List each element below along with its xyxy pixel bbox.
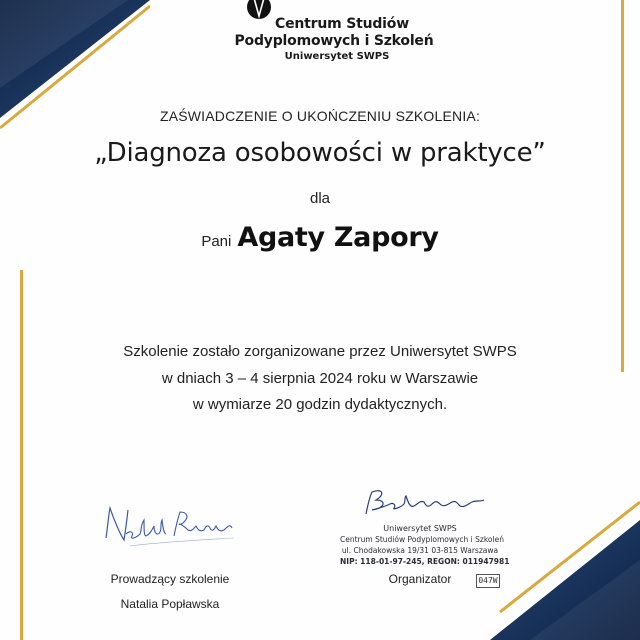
instructor-name: Natalia Popławska — [120, 597, 220, 611]
certificate-heading: ZAŚWIADCZENIE O UKOŃCZENIU SZKOLENIA: — [159, 108, 481, 124]
stamp-line-3: ul. Chodakowska 19/31 03-815 Warszawa — [341, 546, 499, 555]
document-code: 047W — [476, 574, 500, 588]
course-title: „Diagnoza osobowości w praktyce” — [94, 138, 546, 168]
logo-line-1: Centrum Studiów — [275, 16, 409, 32]
gold-border-left — [20, 270, 23, 640]
logo-subtitle: Uniwersytet SWPS — [284, 51, 390, 62]
corner-decoration-bottom-right — [490, 500, 640, 640]
instructor-role-label: Prowadzący szkolenie — [110, 572, 230, 586]
body-line-2: w dniach 3 – 4 sierpnia 2024 roku w Warszawie — [161, 370, 479, 387]
gold-border-right — [621, 0, 624, 372]
stamp-line-2: Centrum Studiów Podyplomowych i Szkoleń — [340, 535, 504, 544]
stamp-line-1: Uniwersytet SWPS — [383, 524, 457, 533]
for-word: dla — [309, 190, 331, 207]
recipient-line — [0, 222, 640, 253]
organizer-role-label: Organizator — [388, 572, 452, 586]
logo-line-2: Podyplomowych i Szkoleń — [234, 33, 434, 49]
recipient-name: Agaty Zapory — [237, 222, 439, 253]
body-line-3: w wymiarze 20 godzin dydaktycznych. — [192, 396, 448, 413]
organizer-stamp — [340, 524, 510, 572]
stamp-line-4: NIP: 118-01-97-245, REGON: 011947981 — [340, 557, 510, 566]
body-line-1: Szkolenie zostało zorganizowane przez Uniwersytet SWPS — [123, 343, 517, 360]
salutation: Pani — [201, 233, 232, 250]
institution-logo — [218, 0, 438, 66]
organizer-signature — [360, 486, 490, 522]
instructor-signature — [100, 490, 240, 560]
